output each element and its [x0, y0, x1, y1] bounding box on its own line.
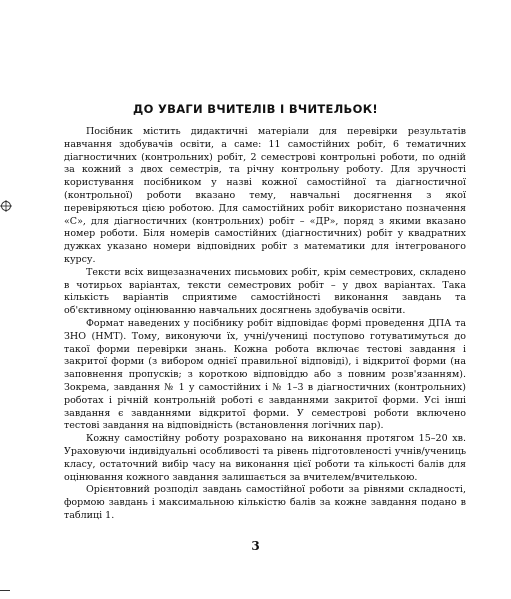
- page-number: 3: [251, 539, 260, 553]
- page-title: ДО УВАГИ ВЧИТЕЛІВ І ВЧИТЕЛЬОК!: [133, 102, 378, 116]
- registration-mark-icon: [0, 200, 12, 212]
- paragraph-4: Кожну самостійну роботу розраховано на виконання протягом 15–20 хв. Ураховуючи індивідуальні особливості та рівень підготовленості учнів/учениць класу, остаточний вибір часу на виконання цієї роботи та кількості балів для оцінювання кожного завдання залишається за вчителем/вчителькою.: [64, 433, 466, 483]
- paragraph-5: Орієнтовний розподіл завдань самостійної роботи за рівнями складності, формою завдань і максимальною кількістю балів за кожне завдання подано в таблиці 1.: [64, 484, 466, 521]
- paragraph-2: Тексти всіх вищезазначених письмових робіт, крім семестрових, складено в чотирьох варіантах, тексти семестрових робіт – у двох варіантах. Така кількість варіантів сприятиме самостійності виконання завдань та об'єктивному оцінюванню навчальних досягнень здобувачів освіти.: [64, 266, 466, 317]
- paragraph-1: Посібник містить дидактичні матеріали для перевірки результатів навчання здобувачів освіти, а саме: 11 самостійних робіт, 6 тематичних діагностичних (контрольних) робіт, 2 семестрові контрольні роботи, по одній за кожний з двох семестрів, та річну контрольну роботу. Для зручності користування посібником у назві кожної самостійної та діагностичної (контрольної) роботи вказано тему, навчальні досягнення з якої перевіряються цією роботою. Для самостійних робіт використано позначення «С», для діагностичних (контрольних) робіт – «ДР», поряд з якими вказано номер роботи. Біля номерів самостійних (діагностичних) робіт у квадратних дужках указано номери відповідних робіт з математики для інтегрованого курсу.: [64, 126, 466, 265]
- paragraph-3: Формат наведених у посібнику робіт відповідає формі проведення ДПА та ЗНО (НМТ). Тому, виконуючи їх, учні/учениці поступово готуватимуться до такої форми перевірки знань. Кожна робота включає тестові завдання і закритої форми (з вибором однієї правильної відповіді), і відкритої форми (на заповнення пропусків; з короткою відповіддю або з повним розв'язанням). Зокрема, завдання № 1 у самостійних і № 1–3 в діагностичних (контрольних) роботах і річній контрольній роботі є завданнями закритої форми. Усі інші завдання є завданнями відкритої форми. У семестрові роботи включено тестові завдання на відповідність (встановлення логічних пар).: [64, 317, 466, 432]
- body-text: [64, 126, 466, 523]
- crop-mark: [0, 590, 10, 591]
